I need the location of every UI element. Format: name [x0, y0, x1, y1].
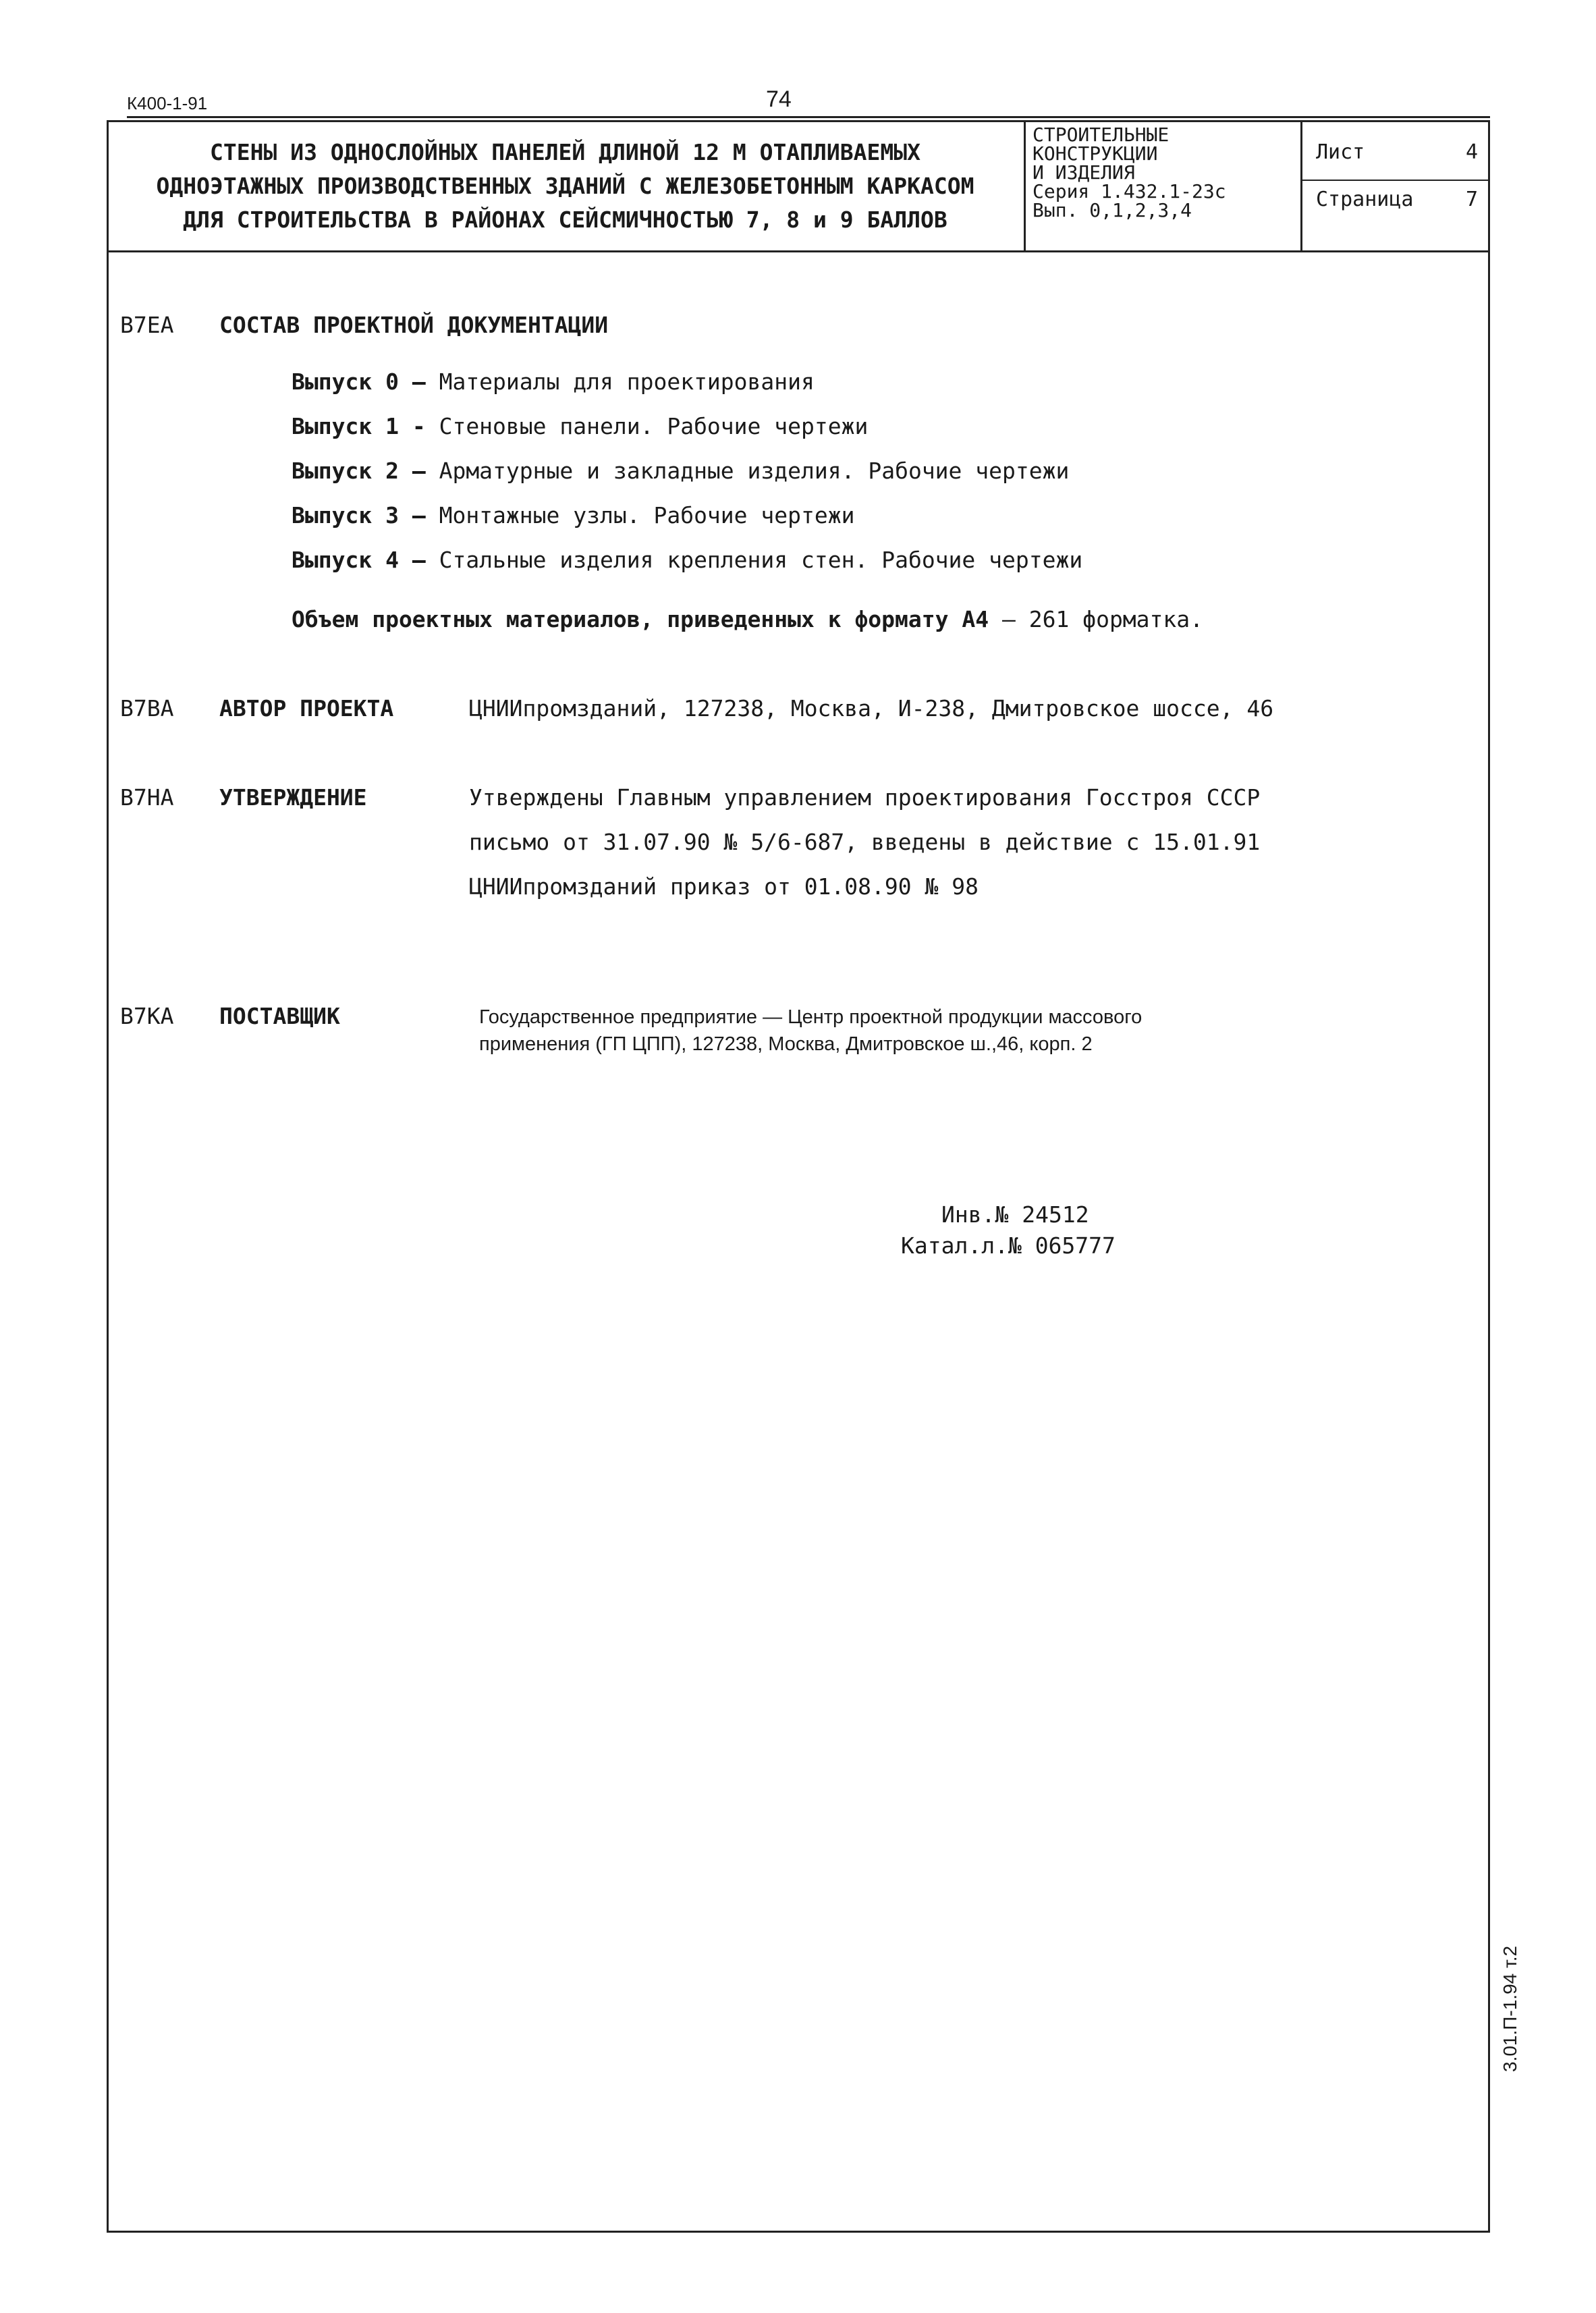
- issue-text: Стеновые панели. Рабочие чертежи: [439, 413, 869, 439]
- volume-value: – 261 форматка.: [1002, 606, 1204, 632]
- page-value: 7: [1465, 188, 1478, 211]
- approval-line: письмо от 31.07.90 № 5/6-687, введены в действие с 15.01.91: [469, 829, 1261, 855]
- top-rule: [127, 116, 1490, 118]
- series-line: И ИЗДЕЛИЯ: [1033, 161, 1135, 184]
- issue-label: Выпуск 3: [292, 502, 399, 528]
- issue-label: Выпуск 0: [292, 369, 399, 395]
- catalog-line: [901, 1232, 1116, 1259]
- volume-text: Объем проектных материалов, приведенных к формату А4: [292, 606, 989, 632]
- inventory-line: [941, 1201, 1089, 1228]
- author-code: В7ВА: [120, 695, 174, 722]
- composition-title: СОСТАВ ПРОЕКТНОЙ ДОКУМЕНТАЦИИ: [219, 312, 609, 338]
- issue-sep: -: [412, 413, 426, 439]
- supplier-line: применения (ГП ЦПП), 127238, Москва, Дмитровское ш.,46, корп. 2: [479, 1033, 1093, 1055]
- volume-line: [292, 606, 1203, 632]
- issue-item: [292, 547, 1082, 573]
- series-line: СТРОИТЕЛЬНЫЕ: [1033, 124, 1170, 146]
- supplier-code: В7КА: [120, 1003, 174, 1029]
- supplier-title: ПОСТАВЩИК: [219, 1003, 340, 1029]
- inventory-label: Инв.№: [941, 1201, 1009, 1228]
- page-number: 74: [766, 86, 792, 112]
- issue-sep: –: [412, 547, 426, 573]
- catalog-label: Катал.л.№: [901, 1232, 1022, 1259]
- approval-code: В7НА: [120, 784, 174, 811]
- document-code: К400-1-91: [127, 93, 208, 113]
- approval-line: ЦНИИпромзданий приказ от 01.08.90 № 98: [469, 873, 979, 900]
- catalog-value: 065777: [1035, 1232, 1116, 1259]
- issue-label: Выпуск 1: [292, 413, 399, 439]
- composition-code: В7ЕА: [120, 312, 174, 338]
- side-document-code: 3.01.П-1.94 т.2: [1499, 1945, 1520, 2072]
- series-line: Вып. 0,1,2,3,4: [1033, 199, 1192, 221]
- sheet-row: [1316, 140, 1478, 164]
- title-block-series: [1026, 120, 1302, 252]
- issue-item: [292, 502, 854, 528]
- sheet-label: Лист: [1316, 140, 1365, 164]
- page-row: [1316, 188, 1478, 211]
- issue-label: Выпуск 4: [292, 547, 399, 573]
- issue-sep: –: [412, 369, 426, 395]
- issue-label: Выпуск 2: [292, 458, 399, 484]
- page-label: Страница: [1316, 188, 1414, 211]
- issue-sep: –: [412, 502, 426, 528]
- title-line: ОДНОЭТАЖНЫХ ПРОИЗВОДСТВЕННЫХ ЗДАНИЙ С ЖЕЛЕЗОБЕТОННЫМ КАРКАСОМ: [156, 173, 974, 199]
- series-line: КОНСТРУКЦИИ: [1033, 142, 1158, 165]
- title-line: СТЕНЫ ИЗ ОДНОСЛОЙНЫХ ПАНЕЛЕЙ ДЛИНОЙ 12 М ОТАПЛИВАЕМЫХ: [210, 139, 920, 165]
- title-block-sheet: [1302, 120, 1490, 252]
- issue-item: [292, 458, 1069, 484]
- supplier-line: Государственное предприятие — Центр проектной продукции массового: [479, 1006, 1143, 1028]
- issue-text: Монтажные узлы. Рабочие чертежи: [439, 502, 855, 528]
- author-text: ЦНИИпромзданий, 127238, Москва, И-238, Дмитровское шоссе, 46: [469, 695, 1274, 722]
- author-title: АВТОР ПРОЕКТА: [219, 695, 394, 722]
- title-line: ДЛЯ СТРОИТЕЛЬСТВА В РАЙОНАХ СЕЙСМИЧНОСТЬЮ 7, 8 и 9 БАЛЛОВ: [183, 207, 947, 233]
- sheet-value: 4: [1465, 140, 1478, 164]
- issue-text: Арматурные и закладные изделия. Рабочие чертежи: [439, 458, 1070, 484]
- approval-title: УТВЕРЖДЕНИЕ: [219, 784, 367, 811]
- sheet-divider: [1302, 180, 1490, 181]
- issue-item: [292, 413, 868, 439]
- inventory-value: 24512: [1022, 1201, 1089, 1228]
- issue-text: Стальные изделия крепления стен. Рабочие чертежи: [439, 547, 1083, 573]
- issue-item: [292, 369, 815, 395]
- issue-sep: –: [412, 458, 426, 484]
- approval-line: Утверждены Главным управлением проектирования Госстроя СССР: [469, 784, 1261, 811]
- issue-text: Материалы для проектирования: [439, 369, 815, 395]
- title-block-title: [107, 120, 1026, 252]
- series-line: Серия 1.432.1-23с: [1033, 180, 1226, 202]
